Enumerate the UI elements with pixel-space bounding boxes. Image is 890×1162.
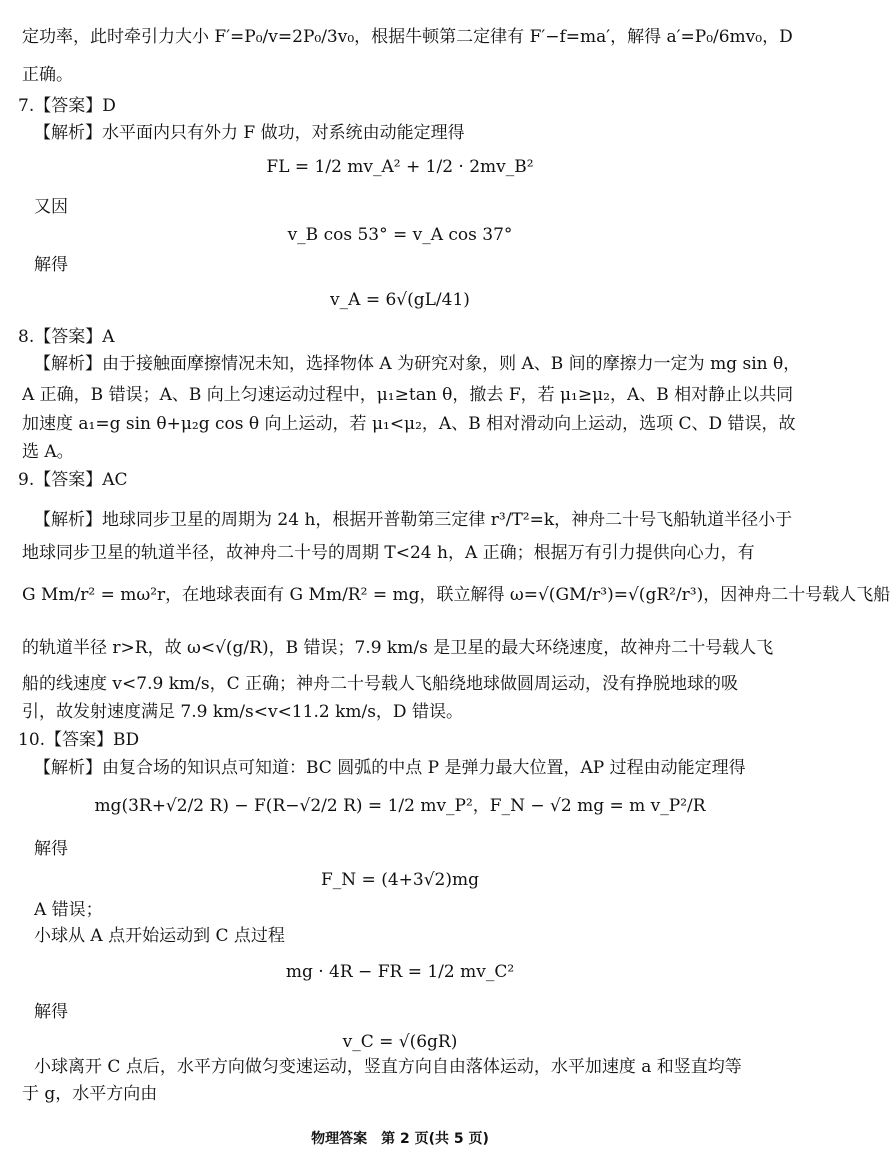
text-line: 又因: [34, 197, 68, 217]
text-line: 解得: [34, 255, 68, 275]
text-line: 小球从 A 点开始运动到 C 点过程: [34, 926, 285, 946]
question-7-analysis: 【解析】水平面内只有外力 F 做功，对系统由动能定理得: [34, 123, 465, 143]
text-line: 小球离开 C 点后，水平方向做匀变速运动，竖直方向自由落体运动，水平加速度 a 和竖直均等: [34, 1057, 742, 1077]
question-7-answer: 7.【答案】D: [18, 96, 116, 116]
equation: mg · 4R − FR = 1/2 mv_C²: [285, 962, 515, 982]
text-line: 定功率，此时牵引力大小 F′=P₀/v=2P₀/3v₀，根据牛顿第二定律有 F′−f=ma′，解得 a′=P₀/6mv₀，D: [22, 27, 793, 47]
question-10-analysis: 【解析】由复合场的知识点可知道：BC 圆弧的中点 P 是弹力最大位置，AP 过程由动能定理得: [34, 758, 746, 778]
text-line: 引，故发射速度满足 7.9 km/s<v<11.2 km/s，D 错误。: [22, 702, 463, 722]
question-9-analysis: 【解析】地球同步卫星的周期为 24 h，根据开普勒第三定律 r³/T²=k，神舟二十号飞船轨道半径小于: [34, 510, 793, 530]
page-footer: 物理答案 第 2 页(共 5 页): [311, 1131, 489, 1147]
text-line: 解得: [34, 1002, 68, 1022]
text-line: 于 g，水平方向由: [22, 1084, 158, 1104]
question-9-answer: 9.【答案】AC: [18, 470, 128, 490]
equation: v_A = 6√(gL/41): [330, 290, 470, 310]
text-line: 解得: [34, 839, 68, 859]
text-line: G Mm/r² = mω²r，在地球表面有 G Mm/R² = mg，联立解得 ω=√(GM/r³)=√(gR²/r³)，因神舟二十号载人飞船: [22, 585, 890, 605]
question-8-answer: 8.【答案】A: [18, 327, 115, 347]
equation: v_C = √(6gR): [342, 1032, 458, 1052]
text-line: 正确。: [22, 65, 73, 85]
text-line: 选 A。: [22, 442, 74, 462]
text-line: A 错误；: [34, 900, 103, 920]
text-line: 的轨道半径 r>R，故 ω<√(g/R)，B 错误；7.9 km/s 是卫星的最大环绕速度，故神舟二十号载人飞: [22, 638, 774, 658]
equation: FL = 1/2 mv_A² + 1/2 · 2mv_B²: [266, 157, 534, 177]
text-line: 加速度 a₁=g sin θ+μ₂g cos θ 向上运动，若 μ₁<μ₂，A、B 相对滑动向上运动，选项 C、D 错误，故: [22, 414, 796, 434]
text-line: 地球同步卫星的轨道半径，故神舟二十号的周期 T<24 h，A 正确；根据万有引力提供向心力，有: [22, 543, 755, 563]
equation: v_B cos 53° = v_A cos 37°: [287, 225, 513, 245]
question-8-analysis: 【解析】由于接触面摩擦情况未知，选择物体 A 为研究对象，则 A、B 间的摩擦力一定为 mg sin θ，: [34, 354, 801, 374]
text-line: A 正确，B 错误；A、B 向上匀速运动过程中，μ₁≥tan θ，撤去 F，若 μ₁≥μ₂，A、B 相对静止以共同: [22, 385, 794, 405]
question-10-answer: 10.【答案】BD: [18, 730, 140, 750]
equation: mg(3R+√2/2 R) − F(R−√2/2 R) = 1/2 mv_P²，F_N − √2 mg = m v_P²/R: [94, 796, 706, 816]
equation: F_N = (4+3√2)mg: [320, 870, 479, 890]
text-line: 船的线速度 v<7.9 km/s，C 正确；神舟二十号载人飞船绕地球做圆周运动，没有挣脱地球的吸: [22, 674, 738, 694]
